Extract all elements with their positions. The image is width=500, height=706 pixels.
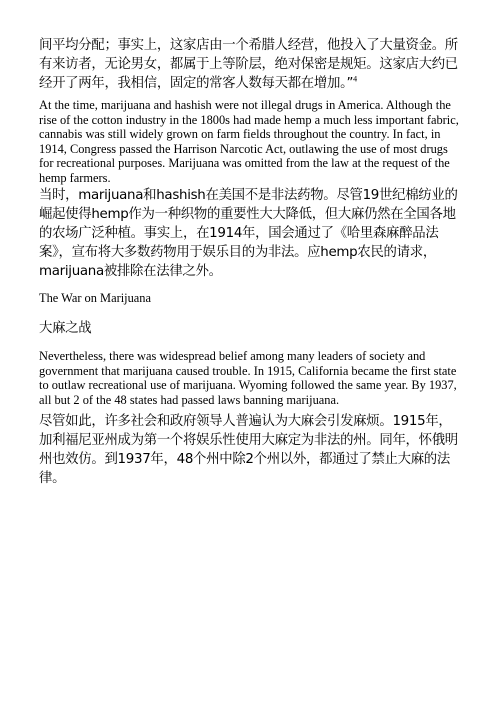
section-heading-zh: 大麻之战 xyxy=(39,321,92,336)
paragraph-en-2: Nevertheless, there was widespread belief among many leaders of society and government that marijuana caused trouble. In 1915, California became the first state to outlaw recreational use of marijuana. Wyoming followed the same year. By 1937, all but 2 of the 48 states had passed laws banning marijuana. xyxy=(39,349,457,407)
paragraph-en-1: At the time, marijuana and hashish were not illegal drugs in America. Although the rise of the cotton industry in the 1800s had made hemp a much less important fabric, cannabis was still widely grown on farm fields throughout the country. In fact, in 1914, Congress passed the Harrison Narcotic Act, outlawing the use of most drugs for recreational purposes. Marijuana was omitted from the law at the request of the hemp farmers. xyxy=(39,98,459,185)
paragraph-zh-2: 当时，marijuana和hashish在美国不是非法药物。尽管19世纪棉纺业的崛起使得hemp作为一种织物的重要性大大降低，但大麻仍然在全国各地的农场广泛种植。事实上，在1914年，国会通过了《哈里森麻醉品法案》，宣布将大多数药物用于娱乐目的为非法。应hemp农民的请求，marijuana被排除在法律之外。 xyxy=(39,188,458,279)
footnote-marker: 4 xyxy=(353,74,357,84)
section-heading-en: The War on Marijuana xyxy=(39,291,151,305)
paragraph-zh-3: 尽管如此，许多社会和政府领导人普遍认为大麻会引发麻烦。1915年，加利福尼亚州成为第一个将娱乐性使用大麻定为非法的州。同年，怀俄明州也效仿。到1937年，48个州中除2个州以外，都通过了禁止大麻的法律。 xyxy=(39,414,458,486)
paragraph-zh-1 xyxy=(39,36,463,93)
paragraph-zh-1-text: 间平均分配；事实上，这家店由一个希腊人经营，他投入了大量资金。所有来访者，无论男女，都属于上等阶层，绝对保密是规矩。这家店大约已经开了两年，我相信，固定的常客人数每天都在增加。” xyxy=(39,38,458,91)
